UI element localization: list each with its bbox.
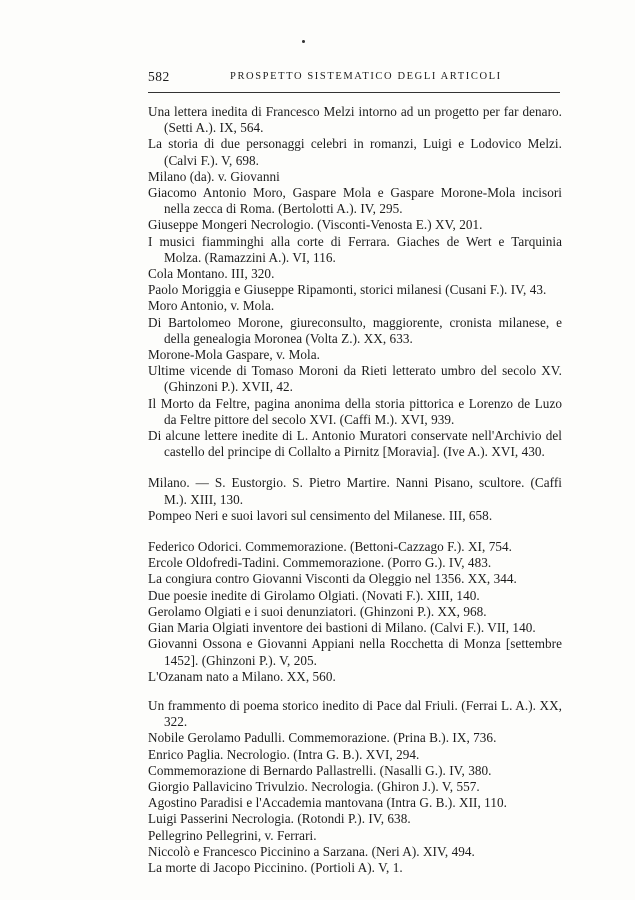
index-entry: Moro Antonio, v. Mola. — [148, 298, 275, 314]
index-entry: Gerolamo Olgiati e i suoi denunziatori. (Ghinzoni P.). XX, 968. — [148, 603, 487, 619]
index-entry: Federico Odorici. Commemorazione. (Bettoni-Cazzago F.). XI, 754. — [148, 539, 512, 555]
index-entry: Niccolò e Francesco Piccinino a Sarzana. (Neri A). XIV, 494. — [148, 843, 475, 859]
index-entry: Di alcune lettere inedite di L. Antonio Muratori conservate nell'Archivio del castello del principe di Collalto a Pirnitz [Moravia]. (Ive A.). XVI, 430. — [148, 428, 562, 460]
index-entry: L'Ozanam nato a Milano. XX, 560. — [148, 668, 336, 684]
index-entry: Pellegrino Pellegrini, v. Ferrari. — [148, 827, 317, 843]
page-number: 582 — [148, 69, 170, 84]
index-entry: Ultime vicende di Tomaso Moroni da Rieti letterato umbro del secolo XV. (Ghinzoni P.). XVII, 42. — [148, 363, 562, 395]
index-entry: I musici fiamminghi alla corte di Ferrara. Giaches de Wert e Tarquinia Molza. (Ramazzini A.). VI, 116. — [148, 233, 562, 265]
index-entry: Morone-Mola Gaspare, v. Mola. — [148, 347, 320, 363]
index-entry: Giovanni Ossona e Giovanni Appiani nella Rocchetta di Monza [settembre 1452]. (Ghinzoni P.). V, 205. — [148, 636, 562, 668]
index-entry: La storia di due personaggi celebri in romanzi, Luigi e Lodovico Melzi. (Calvi F.). V, 698. — [148, 136, 562, 168]
running-title: PROSPETTO SISTEMATICO DEGLI ARTICOLI — [230, 71, 502, 82]
index-entry: Una lettera inedita di Francesco Melzi intorno ad un progetto per far denaro. (Setti A.). IX, 564. — [148, 104, 562, 136]
index-entry: Ercole Oldofredi-Tadini. Commemorazione. (Porro G.). IV, 483. — [148, 555, 492, 571]
index-entry: Enrico Paglia. Necrologio. (Intra G. B.). XVI, 294. — [148, 746, 420, 762]
index-entry: Paolo Moriggia e Giuseppe Ripamonti, storici milanesi (Cusani F.). IV, 43. — [148, 282, 547, 298]
index-entry: Di Bartolomeo Morone, giureconsulto, maggiorente, cronista milanese, e della genealogia Moronea (Volta Z.). XX, 633. — [148, 314, 562, 346]
index-entry: Commemorazione di Bernardo Pallastrelli. (Nasalli G.). IV, 380. — [148, 762, 492, 778]
index-entry: La congiura contro Giovanni Visconti da Oleggio nel 1356. XX, 344. — [148, 571, 517, 587]
index-entry: Nobile Gerolamo Padulli. Commemorazione. (Prina B.). IX, 736. — [148, 730, 497, 746]
index-entry: Milano (da). v. Giovanni — [148, 168, 280, 184]
entry-group-p — [148, 698, 562, 876]
entry-group-o — [148, 539, 562, 685]
index-entry: Giorgio Pallavicino Trivulzio. Necrologia. (Ghiron J.). V, 557. — [148, 778, 480, 794]
index-entry: Il Morto da Feltre, pagina anonima della storia pittorica e Lorenzo de Luzo da Feltre pittore del secolo XVI. (Caffi M.). XVI, 939. — [148, 395, 562, 427]
header-rule — [148, 92, 560, 93]
index-entry: Cola Montano. III, 320. — [148, 266, 275, 282]
index-entry: Agostino Paradisi e l'Accademia mantovana (Intra G. B.). XII, 110. — [148, 795, 507, 811]
entry-group-n — [148, 475, 562, 524]
index-entry: Giacomo Antonio Moro, Gaspare Mola e Gaspare Morone-Mola incisori nella zecca di Roma. (Bertolotti A.). IV, 295. — [148, 185, 562, 217]
index-entry: La morte di Jacopo Piccinino. (Portioli A). V, 1. — [148, 859, 403, 875]
entry-group-m — [148, 104, 562, 460]
index-entry: Giuseppe Mongeri Necrologio. (Visconti-Venosta E.) XV, 201. — [148, 217, 483, 233]
index-entry: Pompeo Neri e suoi lavori sul censimento del Milanese. III, 658. — [148, 507, 493, 523]
ink-speck — [302, 40, 305, 43]
index-entries — [148, 104, 562, 876]
index-entry: Milano. — S. Eustorgio. S. Pietro Martire. Nanni Pisano, scultore. (Caffi M.). XIII, 130. — [148, 475, 562, 507]
index-entry: Due poesie inedite di Girolamo Olgiati. (Novati F.). XIII, 140. — [148, 587, 480, 603]
index-entry: Gian Maria Olgiati inventore dei bastioni di Milano. (Calvi F.). VII, 140. — [148, 620, 536, 636]
index-entry: Luigi Passerini Necrologia. (Rotondi P.). IV, 638. — [148, 811, 411, 827]
page-header — [148, 69, 560, 87]
index-entry: Un frammento di poema storico inedito di Pace dal Friuli. (Ferrai L. A.). XX, 322. — [148, 697, 562, 730]
